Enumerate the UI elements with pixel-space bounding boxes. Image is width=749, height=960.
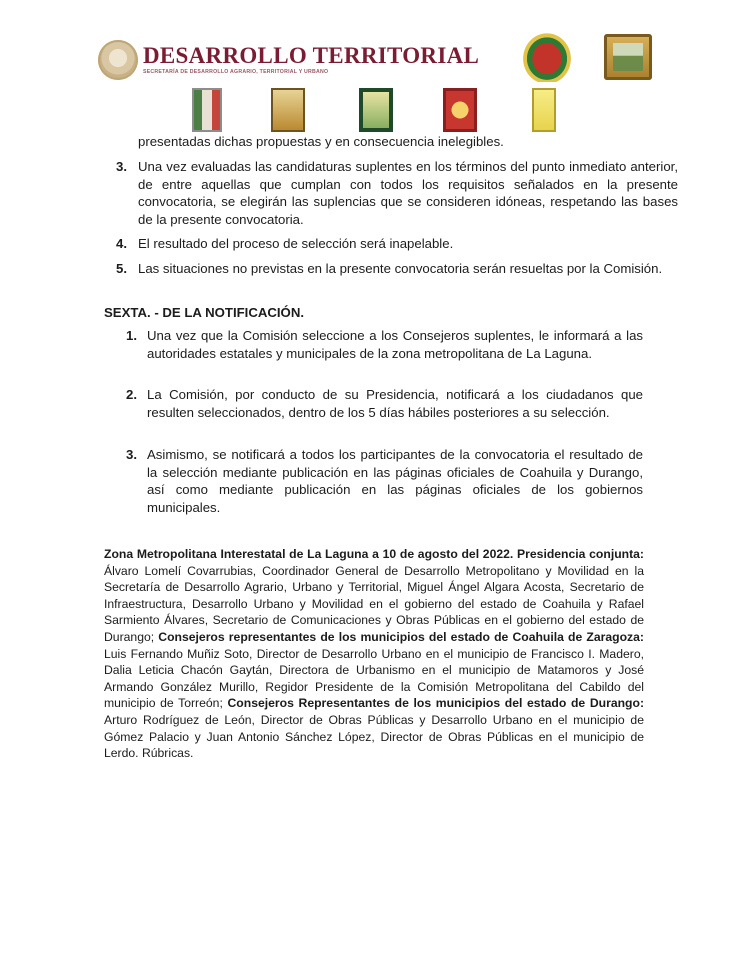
- list-item-number: 5.: [116, 261, 127, 276]
- list-item-text: Una vez que la Comisión seleccione a los Consejeros suplentes, le informará a las autoridades estatales y municipales de la zona metropolitana de La Laguna.: [147, 328, 643, 361]
- signature-text: Luis Fernando Muñiz Soto, Director de Desarrollo Urbano en el municipio de Francisco I. Madero, Dalia Leticia Chacón Gaytán, Directora de Urbanismo en el municipio de Matamoros y José Armando González Murillo, Regidor Presidente de la Comisión Metropolitana del Cabildo del municipio de Torreón;: [104, 646, 644, 711]
- signature-text: Álvaro Lomelí Covarrubias, Coordinador General de Desarrollo Metropolitano y Movilidad en la Secretaría de Desarrollo Agrario, Urbano y Territorial, Miguel Ángel Algara Acosta, Secretario de Infraestructura, Desarrollo Urbano y Movilidad en el gobierno del estado de Coahuila y Rafael Sarmiento Álvares, Secretario de Comunicaciones y Obras Públicas en el gobierno del estado de Durango;: [104, 563, 644, 644]
- list-item-number: 4.: [116, 236, 127, 251]
- section-heading: SEXTA. - DE LA NOTIFICACIÓN.: [104, 305, 305, 320]
- brand-subtitle: SECRETARÍA DE DESARROLLO AGRARIO, TERRITORIAL Y URBANO: [143, 69, 329, 75]
- list-item-number: 3.: [116, 159, 127, 174]
- list-item-number: 2.: [126, 387, 137, 402]
- signature-date-heading: Zona Metropolitana Interestatal de La Laguna a 10 de agosto del 2022. Presidencia conjunta:: [104, 547, 644, 561]
- list-item-text: Las situaciones no previstas en la presente convocatoria serán resueltas por la Comisión.: [138, 261, 663, 276]
- page-header: [0, 0, 749, 140]
- signature-text: Arturo Rodríguez de León, Director de Obras Públicas y Desarrollo Urbano en el municipio de Gómez Palacio y Juan Antonio Sánchez López, Director de Obras Públicas en el municipio de Lerdo. Rúbricas.: [104, 712, 644, 761]
- signature-coahuila-heading: Consejeros representantes de los municipios del estado de Coahuila de Zaragoza:: [158, 629, 644, 644]
- state-coat-of-arms-durango: [604, 34, 652, 80]
- continuation-text: presentadas dichas propuestas y en consecuencia inelegibles.: [138, 134, 504, 149]
- municipal-coat-of-arms-1: [192, 88, 222, 132]
- municipal-coat-of-arms-gomez-palacio: [271, 88, 305, 132]
- list-item-number: 1.: [126, 328, 137, 343]
- brand-title: DESARROLLO TERRITORIAL: [143, 43, 480, 68]
- list-item: [116, 158, 678, 228]
- list-item-text: Asimismo, se notificará a todos los participantes de la convocatoria el resultado de la selección mediante publicación en las páginas oficiales de Coahuila y Durango, así como mediante publicación en las páginas oficiales de los gobiernos municipales.: [147, 447, 643, 515]
- state-coat-of-arms-coahuila: [520, 30, 574, 82]
- list-item-number: 3.: [126, 447, 137, 462]
- signature-block: [104, 546, 644, 762]
- municipal-coat-of-arms-3: [359, 88, 393, 132]
- list-item: [126, 386, 643, 421]
- municipal-coat-of-arms-4: [443, 88, 477, 132]
- list-item: [126, 327, 643, 362]
- list-item: [116, 235, 678, 253]
- list-item-text: La Comisión, por conducto de su Presidencia, notificará a los ciudadanos que resulten seleccionados, dentro de los 5 días hábiles posteriores a su selección.: [147, 387, 643, 420]
- signature-durango-heading: Consejeros Representantes de los municipios del estado de Durango:: [227, 696, 645, 711]
- list-item-text: El resultado del proceso de selección será inapelable.: [138, 236, 454, 251]
- list-item: [116, 260, 678, 278]
- list-item-text: Una vez evaluadas las candidaturas suplentes en los términos del punto inmediato anterior, de entre aquellas que cumplan con todos los requisitos señalados en la presente convocatoria, se elegirán las suplencias que se consideren idóneas, respetando las bases de la presente convocatoria.: [138, 159, 678, 227]
- national-seal-logo: [98, 40, 138, 80]
- list-item: [126, 446, 643, 516]
- municipal-coat-of-arms-5: [532, 88, 556, 132]
